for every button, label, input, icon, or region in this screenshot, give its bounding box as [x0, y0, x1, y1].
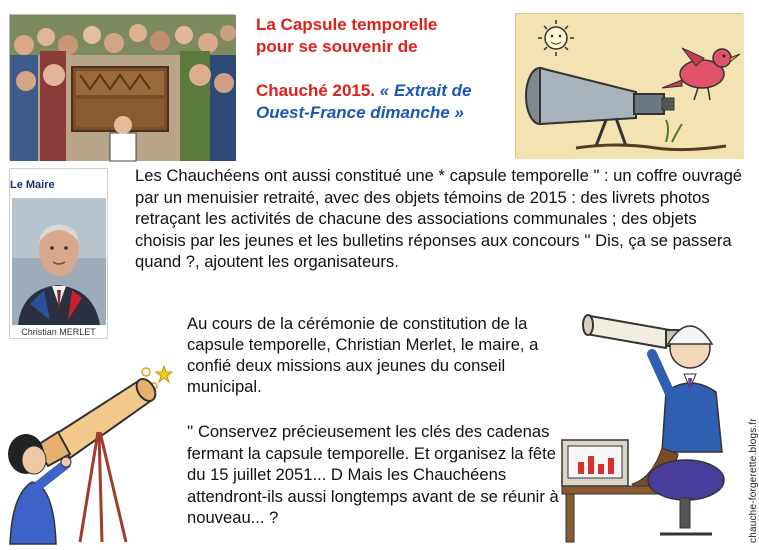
title-line-1: La Capsule temporelle	[256, 15, 438, 34]
paragraph-quote: '' Conservez précieusement les clés des cadenas fermant la capsule temporelle. Et organisez la fête du 15 juillet 2051... D Mais les Chauchéens attendront-ils aussi longtemps avant de se réunir à nouveau... ?	[187, 422, 559, 527]
blog-watermark	[737, 388, 759, 543]
telescope-icon	[583, 315, 682, 348]
crowd-photo	[9, 14, 235, 160]
mayor-name: Christian MERLET	[21, 327, 96, 337]
telescope-icon	[36, 376, 159, 542]
title-source-end: Ouest-France dimanche »	[256, 103, 464, 122]
mayor-card	[9, 168, 108, 339]
paragraph-capsule: Les Chauchéens ont aussi constitué une * capsule temporelle " : un coffre ouvragé par un menuisier retraité, avec des objets témoins de 2015 : des livrets photos retraçant les activités de chacune des associations communales ; des objets choisis par les jeunes et les bulletins réponses aux concours '' Dis, ça se passera quand ?, ajoutent les organisateurs.	[135, 166, 743, 271]
mayor-portrait	[12, 198, 106, 325]
child-telescope-illustration	[6, 362, 181, 545]
watermark-text: chauche-forgerette.blogs.fr	[748, 418, 759, 543]
title-line-3	[256, 80, 506, 102]
title-line-2: pour se souvenir de	[256, 37, 418, 56]
boy-telescope-illustration	[562, 308, 742, 543]
telescope-bird-illustration	[515, 13, 743, 158]
title-place: Chauché 2015.	[256, 81, 376, 100]
article-title	[256, 14, 506, 124]
paragraph-ceremony: Au cours de la cérémonie de constitution de la capsule temporelle, Christian Merlet, le maire, a confié deux missions aux jeunes du conseil municipal.	[187, 314, 539, 396]
mayor-label: Le Maire	[10, 179, 55, 191]
title-source-start: « Extrait de	[379, 81, 472, 100]
